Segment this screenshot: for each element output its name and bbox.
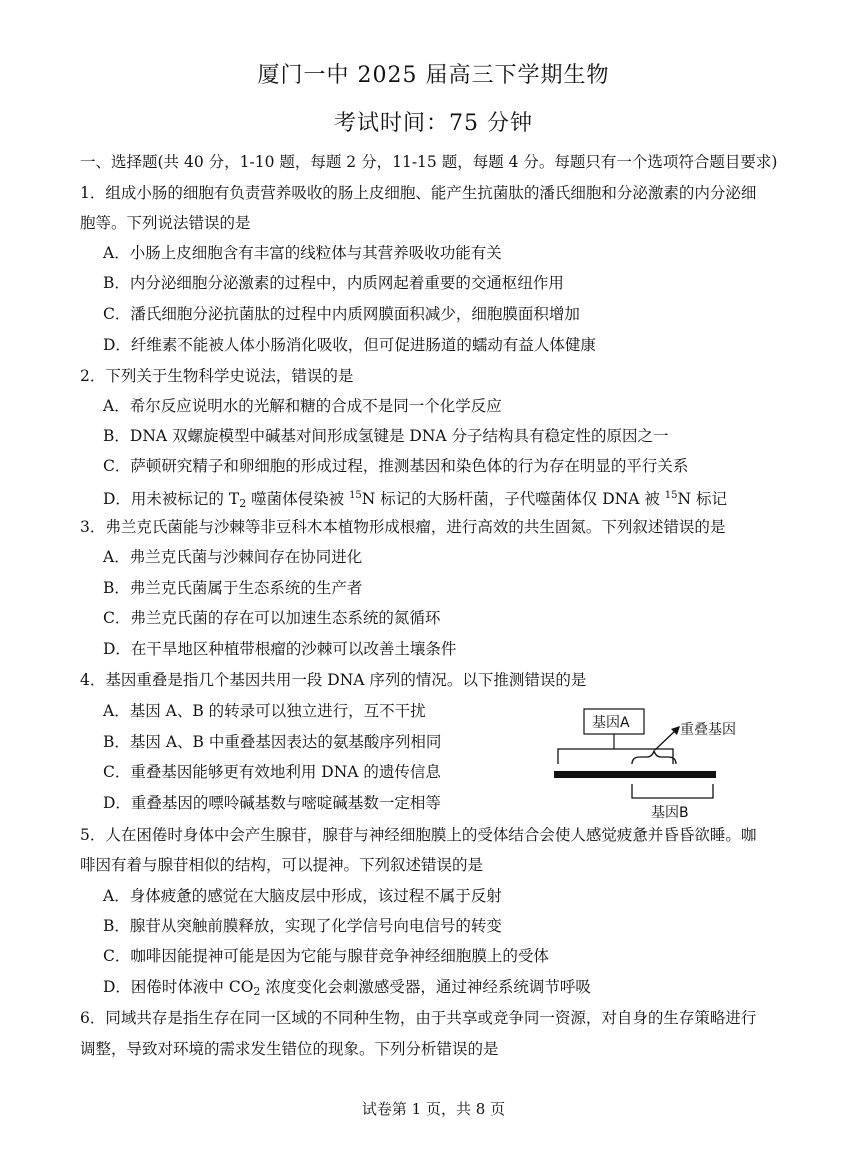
question-1-option-c: C．潘氏细胞分泌抗菌肽的过程中内质网膜面积减少，细胞膜面积增加 [103, 305, 580, 323]
option-text: N 标记 [677, 490, 727, 508]
option-text: D．用未被标记的 T [103, 490, 240, 508]
exam-duration: 考试时间：75 分钟 [334, 111, 533, 136]
overlapping-gene-diagram [548, 704, 778, 826]
question-3-option-c: C．弗兰克氏菌的存在可以加速生态系统的氮循环 [103, 609, 441, 627]
question-3-stem: 3．弗兰克氏菌能与沙棘等非豆科木本植物形成根瘤，进行高效的共生固氮。下列叙述错误的是 [80, 518, 726, 536]
question-5-option-a: A．身体疲惫的感觉在大脑皮层中形成，该过程不属于反射 [103, 887, 502, 905]
question-1-stem-line-2: 胞等。下列说法错误的是 [80, 214, 251, 232]
question-5-option-d [103, 977, 591, 1002]
question-2-option-d [103, 486, 727, 514]
question-6-stem-line-1: 6．同域共存是指生存在同一区域的不同种生物，由于共享或竞争同一资源，对自身的生存策略进行 [80, 1009, 757, 1027]
question-1-option-a: A．小肠上皮细胞含有丰富的线粒体与其营养吸收功能有关 [103, 244, 502, 262]
option-text: 噬菌体侵染被 [246, 490, 350, 508]
question-6-stem-line-2: 调整，导致对环境的需求发生错位的现象。下列分析错误的是 [80, 1040, 499, 1058]
gene-a-bracket [558, 749, 673, 764]
question-2-option-c: C．萨顿研究精子和卵细胞的形成过程，推测基因和染色体的行为存在明显的平行关系 [103, 457, 689, 475]
page-footer: 试卷第 1 页，共 8 页 [361, 1100, 506, 1118]
question-2-option-b: B．DNA 双螺旋模型中碱基对间形成氢键是 DNA 分子结构具有稳定性的原因之一 [103, 427, 669, 445]
question-1-option-b: B．内分泌细胞分泌激素的过程中，内质网起着重要的交通枢纽作用 [103, 274, 564, 292]
dna-strand [554, 771, 716, 778]
question-3-option-d: D．在干旱地区种植带根瘤的沙棘可以改善土壤条件 [103, 640, 457, 658]
question-2-option-a: A．希尔反应说明水的光解和糖的合成不是同一个化学反应 [103, 397, 502, 415]
question-3-option-b: B．弗兰克氏菌属于生态系统的生产者 [103, 579, 363, 597]
question-5-stem-line-1: 5．人在困倦时身体中会产生腺苷，腺苷与神经细胞膜上的受体结合会使人感觉疲惫并昏昏欲睡。咖 [80, 826, 757, 844]
question-5-option-b: B．腺苷从突触前膜释放，实现了化学信号向电信号的转变 [103, 917, 502, 935]
question-5-stem-line-2: 啡因有着与腺苷相似的结构，可以提神。下列叙述错误的是 [80, 856, 484, 874]
option-text: 浓度变化会刺激感受器，通过神经系统调节呼吸 [260, 978, 591, 996]
gene-b-bracket [632, 784, 713, 798]
question-4-option-d: D．重叠基因的嘌呤碱基数与嘧啶碱基数一定相等 [103, 794, 441, 812]
overlap-arrow [655, 729, 677, 750]
gene-a-label: 基因A [592, 715, 630, 731]
question-2-stem: 2．下列关于生物科学史说法，错误的是 [80, 367, 354, 385]
question-1-stem-line-1: 1．组成小肠的细胞有负责营养吸收的肠上皮细胞、能产生抗菌肽的潘氏细胞和分泌激素的内分泌细 [80, 184, 757, 202]
option-text: D．困倦时体液中 CO [103, 978, 254, 996]
question-4-stem: 4．基因重叠是指几个基因共用一段 DNA 序列的情况。以下推测错误的是 [80, 671, 587, 689]
subscript: 2 [253, 985, 261, 998]
overlap-brace [632, 751, 676, 764]
gene-b-label: 基因B [651, 805, 689, 821]
question-4-option-c: C．重叠基因能够更有效地利用 DNA 的遗传信息 [103, 763, 441, 781]
question-1-option-d: D．纤维素不能被人体小肠消化吸收，但可促进肠道的蠕动有益人体健康 [103, 336, 596, 354]
superscript: 15 [349, 490, 362, 501]
subscript: 2 [239, 497, 247, 510]
question-5-option-c: C．咖啡因能提神可能是因为它能与腺苷竞争神经细胞膜上的受体 [103, 947, 549, 965]
question-4-option-b: B．基因 A、B 中重叠基因表达的氨基酸序列相同 [103, 733, 442, 751]
section-instruction: 一、选择题(共 40 分，1-10 题，每题 2 分，11-15 题，每题 4 分。每题只有一个选项符合题目要求) [80, 153, 778, 171]
option-text: N 标记的大肠杆菌，子代噬菌体仅 DNA 被 [361, 490, 665, 508]
exam-title: 厦门一中 2025 届高三下学期生物 [257, 63, 610, 88]
superscript: 15 [664, 490, 678, 501]
overlap-gene-label: 重叠基因 [680, 722, 736, 738]
question-4-option-a: A．基因 A、B 的转录可以独立进行，互不干扰 [103, 702, 426, 720]
question-3-option-a: A．弗兰克氏菌与沙棘间存在协同进化 [103, 548, 363, 566]
